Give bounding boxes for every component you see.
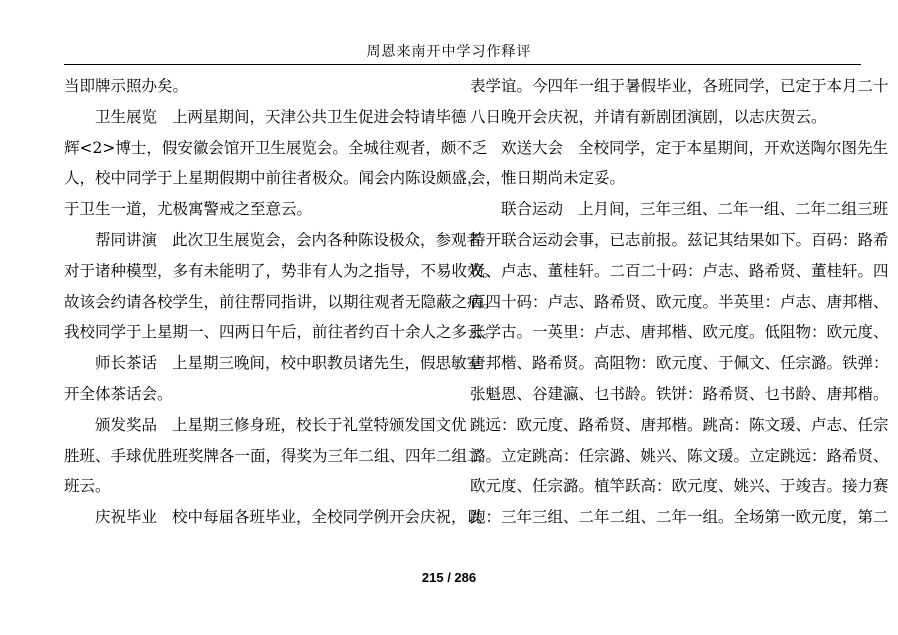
text-line: 欧元度、任宗潞。植竿跃高：欧元度、姚兴、于竣吉。接力赛 — [470, 477, 889, 496]
text-line — [64, 225, 483, 256]
text-line: 百四十码：卢志、路希贤、欧元度。半英里：卢志、唐邦楷、 — [470, 292, 889, 311]
text-line: 潞。立定跳高：任宗潞、姚兴、陈文瑗。立定跳远：路希贤、 — [470, 446, 889, 465]
text-line: 跑：三年三组、二年二组、二年一组。全场第一欧元度，第二 — [470, 508, 889, 527]
line-text: 上月间，三年三组、二年一组、二年二组三班 — [578, 200, 889, 219]
text-line: 张魁恩、谷建瀛、乜书龄。铁饼：路希贤、乜书龄、唐邦楷。 — [470, 384, 889, 403]
text-line — [64, 348, 483, 379]
text-line: 贤、卢志、董桂轩。二百二十码：卢志、路希贤、董桂轩。四 — [470, 261, 889, 280]
line-text: 上星期三晚间，校中职教员诸先生，假思敏室 — [172, 354, 483, 373]
page-number: 215 / 286 — [421, 570, 477, 585]
line-text: 上星期三修身班，校长于礼堂特颁发国文优 — [172, 415, 467, 434]
text-line — [64, 102, 467, 133]
section-heading: 联合运动 — [501, 200, 564, 219]
text-line — [470, 194, 889, 225]
text-line: 开全体茶话会。 — [64, 384, 173, 403]
text-line: 会，惟日期尚未定妥。 — [470, 169, 626, 188]
text-line: 我校同学于上星期一、四两日午后，前往者约百十余人之多云。 — [64, 323, 499, 342]
line-text: 全校同学，定于本星期间，开欢送陶尔图先生 — [578, 138, 889, 157]
text-line: 张学古。一英里：卢志、唐邦楷、欧元度。低阻物：欧元度、 — [470, 323, 889, 342]
text-line: 胜班、手球优胜班奖牌各一面，得奖为三年二组、四年二组二 — [64, 446, 483, 465]
text-line: 跳远：欧元度、路希贤、唐邦楷。跳高：陈文瑗、卢志、任宗 — [470, 415, 889, 434]
line-text: 此次卫生展览会，会内各种陈设极众，参观者 — [172, 230, 483, 249]
header-rule — [64, 64, 861, 65]
section-heading: 师长茶话 — [95, 354, 158, 373]
text-line — [64, 410, 467, 441]
text-line: 班云。 — [64, 477, 111, 496]
line-text: 校中每届各班毕业，全校同学例开会庆祝，以 — [172, 508, 483, 527]
text-line: 对于诸种模型，多有未能明了，势非有人为之指导，不易收效。 — [64, 261, 499, 280]
section-heading: 欢送大会 — [501, 138, 564, 157]
text-line — [470, 133, 889, 164]
text-line: 八日晚开会庆祝，并请有新剧团演剧，以志庆贺云。 — [470, 107, 827, 126]
left-text-column — [64, 71, 499, 533]
text-line: 唐邦楷、路希贤。高阻物：欧元度、于佩文、任宗潞。铁弹： — [470, 354, 889, 373]
section-heading: 卫生展览 — [95, 107, 158, 126]
text-line: 于卫生一道，尤极寓警戒之至意云。 — [64, 200, 313, 219]
section-heading: 帮同讲演 — [95, 230, 158, 249]
text-line: 辉<2>博士，假安徽会馆开卫生展览会。全城往观者，颇不乏 — [64, 138, 488, 157]
text-line: 故该会约请各校学生，前往帮同指讲，以期往观者无隐蔽之病。 — [64, 292, 499, 311]
right-text-column — [470, 71, 889, 533]
section-heading: 颁发奖品 — [95, 415, 158, 434]
text-line: 表学谊。今四年一组于暑假毕业，各班同学，已定于本月二十 — [470, 77, 889, 95]
text-line — [64, 502, 483, 533]
text-line: 特开联合运动会事，已志前报。兹记其结果如下。百码：路希 — [470, 230, 889, 249]
running-header: 周恩来南开中学习作释评 — [366, 44, 532, 60]
section-heading: 庆祝毕业 — [95, 508, 158, 527]
text-line: 当即牌示照办矣。 — [64, 77, 189, 95]
line-text: 上两星期间，天津公共卫生促进会特请毕德 — [172, 107, 467, 126]
text-line: 人，校中同学于上星期假期中前往者极众。闻会内陈设颇盛， — [64, 169, 483, 188]
